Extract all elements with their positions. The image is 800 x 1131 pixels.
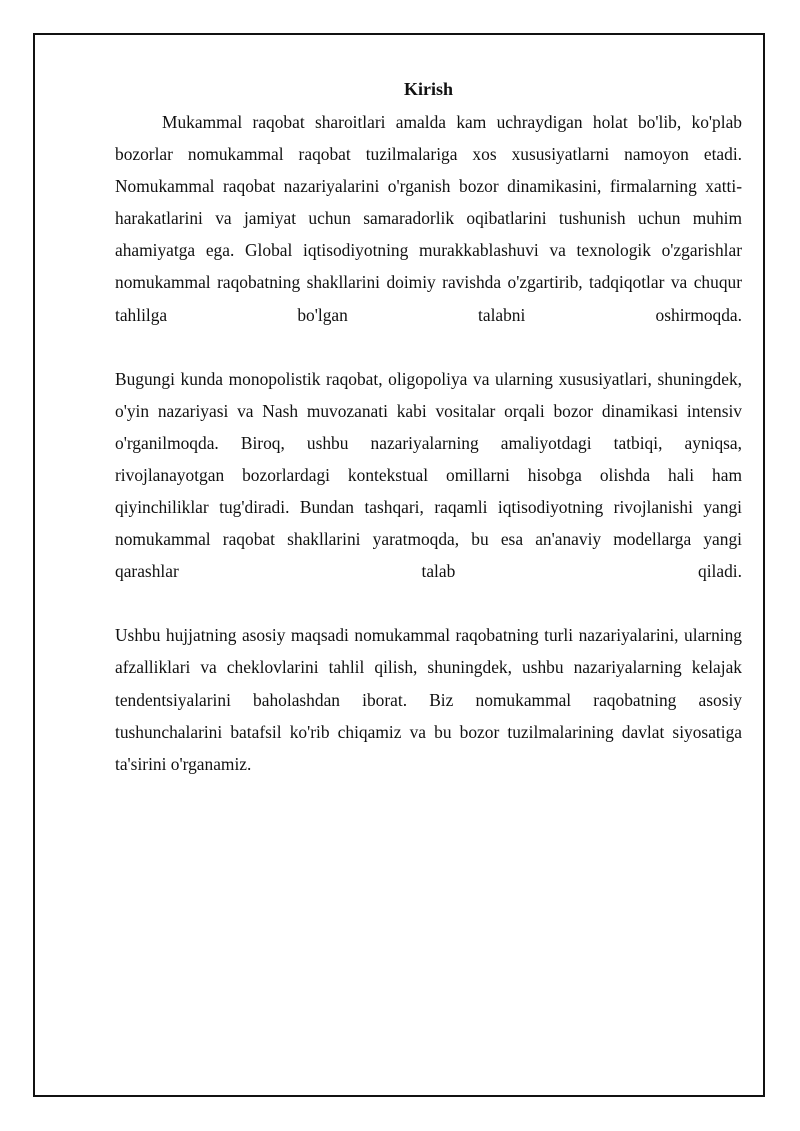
paragraph-2: Bugungi kunda monopolistik raqobat, oligopoliya va ularning xususiyatlari, shuningdek, o'yin nazariyasi va Nash muvozanati kabi vositalar orqali bozor dinamikasi intensiv o'rganilmoqda. Biroq, ushbu nazariyalarning amaliyotdagi tatbiqi, ayniqsa, rivojlanayotgan bozorlardagi kontekstual omillarni hisobga olishda hali ham qiyinchiliklar tug'diradi. Bundan tashqari, raqamli iqtisodiyotning rivojlanishi yangi nomukammal raqobat shakllarini yaratmoqda, bu esa an'anaviy modellarga yangi qarashlar talab qiladi. — [115, 368, 742, 582]
paragraph-3: Ushbu hujjatning asosiy maqsadi nomukammal raqobatning turli nazariyalarini, ularning afzalliklari va cheklovlarini tahlil qilish, shuningdek, ushbu nazariyalarning kelajak tendentsiyalarini baholashdan iborat. Biz nomukammal raqobatning asosiy tushunchalarini batafsil ko'rib chiqamiz va bu bozor tuzilmalarining davlat siyosatiga ta'sirini o'rganamiz. — [115, 625, 742, 774]
document-body — [115, 76, 742, 780]
paragraph-spacer — [115, 331, 742, 363]
paragraph-1: Mukammal raqobat sharoitlari amalda kam uchraydigan holat bo'lib, ko'plab bozorlar nomukammal raqobat tuzilmalariga xos xususiyatlarni namoyon etadi. Nomukammal raqobat nazariyalarini o'rganish bozor dinamikasini, firmalarning xatti-harakatlarini va jamiyat uchun samaradorlik oqibatlarini tushunish uchun muhim ahamiyatga ega. Global iqtisodiyotning murakkablashuvi va texnologik o'zgarishlar nomukammal raqobatning shakllarini doimiy ravishda o'zgartirib, tadqiqotlar va chuqur tahlilga bo'lgan talabni oshirmoqda. — [115, 112, 742, 325]
paragraph-spacer — [115, 587, 742, 619]
document-title: Kirish — [403, 79, 453, 99]
